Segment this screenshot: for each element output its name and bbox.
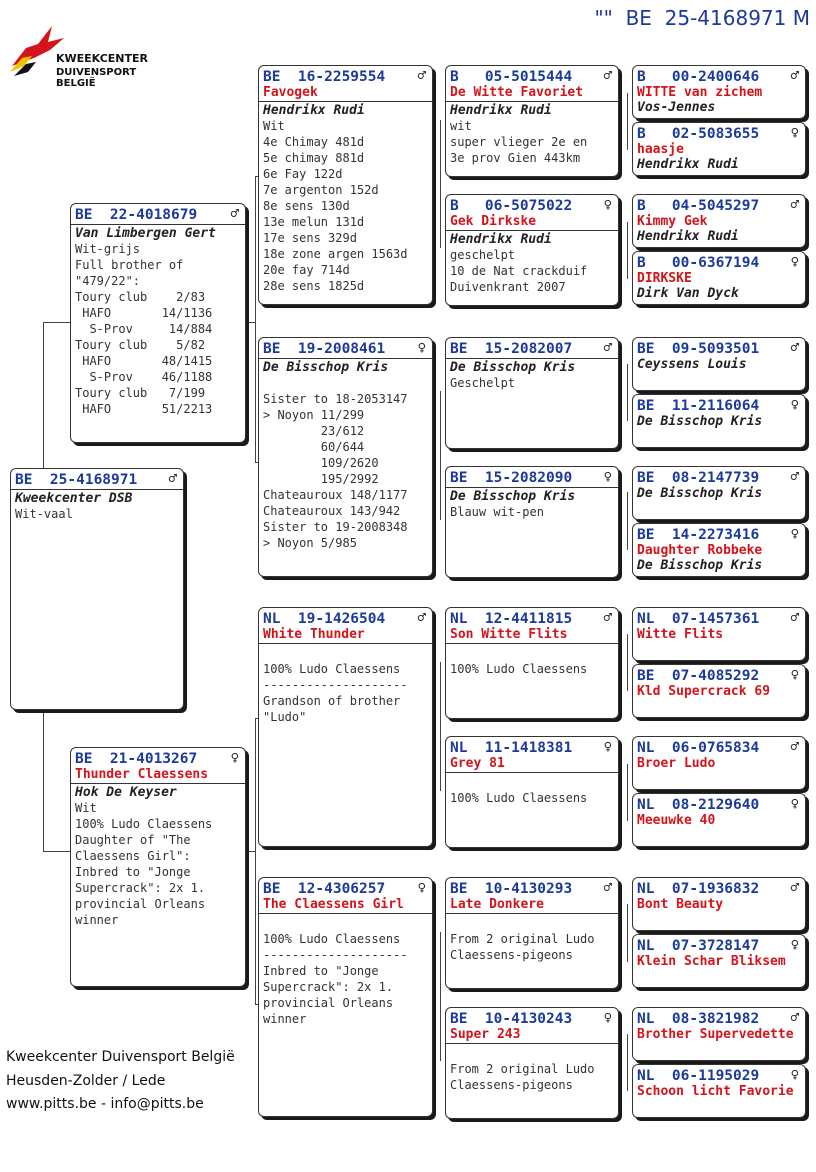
ring-number: NL 12-4411815 <box>450 611 573 627</box>
pigeon-name: Grey 81 <box>450 756 505 771</box>
ring-number: NL 19-1426504 <box>263 611 386 627</box>
pigeon-name: Daughter Robbeke <box>637 543 763 558</box>
ring-number: NL 08-2129640 <box>637 797 760 813</box>
owner-name: Dirk Van Dyck <box>637 286 739 301</box>
male-icon: ♂ <box>603 880 612 896</box>
logo <box>8 18 178 89</box>
owner-name: De Bisschop Kris <box>263 360 389 375</box>
pigeon-card-g9[interactable] <box>632 607 806 661</box>
ring-number: BE 10-4130243 <box>450 1011 573 1027</box>
ring-number: BE 15-2082007 <box>450 341 573 357</box>
pigeon-name: Gek Dirkske <box>450 214 537 229</box>
pigeon-name: Thunder Claessens <box>75 767 209 782</box>
pigeon-name: Son Witte Flits <box>450 627 568 642</box>
pigeon-card-g6[interactable] <box>632 394 806 448</box>
pigeon-info: Wit-vaal <box>15 507 73 521</box>
female-icon: ♀ <box>230 750 239 766</box>
pigeon-info: Sister to 18-2053147 > Noyon 11/299 23/612 60/644 109/2620 195/2992 Chateauroux 148/1177 Chateauroux 143/942 Sister to 19-2008348 > Noyon 5/985 <box>263 392 408 550</box>
pigeon-name: De Witte Favoriet <box>450 85 584 100</box>
connector-line <box>627 1034 628 1091</box>
female-icon: ♀ <box>603 1010 612 1026</box>
male-icon: ♂ <box>603 610 612 626</box>
ring-number: B 02-5083655 <box>637 126 760 142</box>
ring-number: B 05-5015444 <box>450 69 573 85</box>
owner-name: Hendrikx Rudi <box>263 103 365 118</box>
ring-number: BE 08-2147739 <box>637 470 760 486</box>
ring-number: NL 07-3728147 <box>637 938 760 954</box>
owner-name: De Bisschop Kris <box>637 558 763 573</box>
footer-contact-link[interactable]: www.pitts.be - info@pitts.be <box>6 1096 204 1112</box>
female-icon: ♀ <box>603 739 612 755</box>
ring-number: BE 16-2259554 <box>263 69 386 85</box>
connector-line <box>43 322 70 323</box>
connector-line <box>627 764 628 821</box>
pigeon-name: Kld Supercrack 69 <box>637 684 771 699</box>
pigeon-card-dss[interactable] <box>445 607 619 719</box>
owner-name: Hendrikx Rudi <box>450 232 552 247</box>
ring-number: BE 14-2273416 <box>637 527 760 543</box>
male-icon: ♂ <box>603 340 612 356</box>
pigeon-info: Geschelpt <box>450 376 516 390</box>
pigeon-card-g7[interactable] <box>632 466 806 520</box>
ring-number: NL 07-1457361 <box>637 611 760 627</box>
ring-number: BE 09-5093501 <box>637 341 760 357</box>
ring-number: B 00-6367194 <box>637 255 760 271</box>
female-icon: ♀ <box>417 880 426 896</box>
ring-number: NL 06-0765834 <box>637 740 760 756</box>
ring-number: BE 15-2082090 <box>450 470 573 486</box>
connector-line <box>246 851 256 852</box>
pigeon-name: Favogek <box>263 85 318 100</box>
female-icon: ♀ <box>790 125 799 141</box>
pigeon-card-g14[interactable] <box>632 934 806 988</box>
pigeon-name: Kimmy Gek <box>637 214 708 229</box>
owner-name: Hendrikx Rudi <box>450 103 552 118</box>
connector-line <box>440 120 441 248</box>
connector-line <box>440 662 441 791</box>
female-icon: ♀ <box>603 469 612 485</box>
pigeon-info: Wit 4e Chimay 481d 5e chimay 881d 6e Fay 122d 7e argenton 152d 8e sens 130d 13e melun 131d 17e sens 329d 18e zone argen 1563d 20e fay 714d 28e sens 1825d <box>263 119 408 293</box>
pigeon-name: The Claessens Girl <box>263 897 404 912</box>
pigeon-info: From 2 original Ludo Claessens-pigeons <box>450 932 595 962</box>
connector-line <box>627 93 628 150</box>
female-icon: ♀ <box>790 937 799 953</box>
owner-name: Kweekcenter DSB <box>15 491 133 506</box>
male-icon: ♂ <box>790 880 799 896</box>
pigeon-card-sire-dam[interactable] <box>258 337 433 577</box>
pigeon-card-subject[interactable] <box>10 468 184 710</box>
pigeon-card-g11[interactable] <box>632 736 806 790</box>
pigeon-name: White Thunder <box>263 627 365 642</box>
pigeon-name: DIRKSKE <box>637 271 692 286</box>
male-icon: ♂ <box>790 340 799 356</box>
pigeon-name: Bont Beauty <box>637 897 724 912</box>
ring-number: B 04-5045297 <box>637 198 760 214</box>
owner-name: Van Limbergen Gert <box>75 226 216 241</box>
ring-number: BE 22-4018679 <box>75 207 198 223</box>
female-icon: ♀ <box>790 397 799 413</box>
ring-number: BE 25-4168971 <box>15 472 138 488</box>
pigeon-card-sds[interactable] <box>445 337 619 449</box>
pigeon-name: haasje <box>637 142 684 157</box>
owner-name: De Bisschop Kris <box>450 489 576 504</box>
pigeon-card-g12[interactable] <box>632 793 806 847</box>
connector-line <box>43 851 70 852</box>
pigeon-name: Klein Schar Bliksem <box>637 954 786 969</box>
ring-number: BE 11-2116064 <box>637 398 760 414</box>
footer-location: Heusden-Zolder / Lede <box>6 1073 166 1089</box>
pigeon-info: wit super vlieger 2e en 3e prov Gien 443km <box>450 119 588 165</box>
ring-number: B 06-5075022 <box>450 198 573 214</box>
ring-number: B 00-2400646 <box>637 69 760 85</box>
pigeon-name: Brother Supervedette <box>637 1027 794 1042</box>
pigeon-info: geschelpt 10 de Nat crackduif Duivenkrant 2007 <box>450 248 588 294</box>
owner-name: Ceyssens Louis <box>637 357 747 372</box>
pigeon-name: Schoon licht Favorie <box>637 1084 794 1099</box>
ring-number: BE 12-4306257 <box>263 881 386 897</box>
pigeon-info: Wit 100% Ludo Claessens Daughter of "The Claessens Girl": Inbred to "Jonge Supercrack": 2x 1. provincial Orleans winner <box>75 801 213 927</box>
page-title: "" BE 25-4168971 M <box>594 6 810 30</box>
male-icon: ♂ <box>790 469 799 485</box>
connector-line <box>627 364 628 421</box>
logo-text-line2: DUIVENSPORT BELGIË <box>56 67 137 89</box>
pigeon-card-sdd[interactable] <box>445 466 619 578</box>
owner-name: De Bisschop Kris <box>637 486 763 501</box>
male-icon: ♂ <box>417 610 426 626</box>
pigeon-card-g16[interactable] <box>632 1064 806 1118</box>
pigeon-card-g15[interactable] <box>632 1007 806 1061</box>
pigeon-card-dam-sire[interactable] <box>258 607 433 847</box>
pigeon-name: WITTE van zichem <box>637 85 763 100</box>
pigeon-card-sire-sire[interactable] <box>258 65 433 305</box>
owner-name: Hok De Keyser <box>75 785 177 800</box>
male-icon: ♂ <box>790 739 799 755</box>
ring-number: NL 08-3821982 <box>637 1011 760 1027</box>
pigeon-name: Meeuwke 40 <box>637 813 716 828</box>
male-icon: ♂ <box>790 610 799 626</box>
pigeon-info: 100% Ludo Claessens -------------------- Grandson of brother "Ludo" <box>263 662 408 724</box>
pigeon-name: Late Donkere <box>450 897 544 912</box>
female-icon: ♀ <box>790 667 799 683</box>
male-icon: ♂ <box>230 206 239 222</box>
male-icon: ♂ <box>168 471 177 487</box>
pigeon-card-dam[interactable] <box>70 747 246 987</box>
ring-number: NL 07-1936832 <box>637 881 760 897</box>
connector-line <box>255 718 256 1004</box>
female-icon: ♀ <box>603 197 612 213</box>
ring-number: NL 11-1418381 <box>450 740 573 756</box>
pigeon-name: Broer Ludo <box>637 756 716 771</box>
ring-number: BE 07-4085292 <box>637 668 760 684</box>
pigeon-card-dam-dam[interactable] <box>258 877 433 1117</box>
pigeon-card-g2[interactable] <box>632 122 806 176</box>
pigeon-card-g13[interactable] <box>632 877 806 931</box>
pigeon-card-g1[interactable] <box>632 65 806 119</box>
ring-number: BE 10-4130293 <box>450 881 573 897</box>
connector-line <box>255 176 256 462</box>
logo-text-line1: KWEEKCENTER <box>56 52 148 65</box>
pigeon-card-g3[interactable] <box>632 194 806 248</box>
female-icon: ♀ <box>790 796 799 812</box>
pigeon-info: 100% Ludo Claessens <box>450 791 588 805</box>
pigeon-card-ssd[interactable] <box>445 194 619 306</box>
male-icon: ♂ <box>790 1010 799 1026</box>
pigeon-info: Wit-grijs Full brother of "479/22": Toury club 2/83 HAFO 14/1136 S-Prov 14/884 Toury club 5/82 HAFO 48/1415 S-Prov 46/1188 Toury club 7/199 HAFO 51/2213 <box>75 242 213 416</box>
connector-line <box>246 322 256 323</box>
female-icon: ♀ <box>790 254 799 270</box>
male-icon: ♂ <box>790 68 799 84</box>
pigeon-info: 100% Ludo Claessens <box>450 662 588 676</box>
male-icon: ♂ <box>603 68 612 84</box>
owner-name: Hendrikx Rudi <box>637 157 739 172</box>
connector-line <box>440 932 441 1061</box>
ring-number: BE 19-2008461 <box>263 341 386 357</box>
female-icon: ♀ <box>790 526 799 542</box>
footer-company: Kweekcenter Duivensport België <box>6 1049 235 1065</box>
connector-line <box>627 904 628 962</box>
male-icon: ♂ <box>417 68 426 84</box>
owner-name: De Bisschop Kris <box>450 360 576 375</box>
pigeon-name: Super 243 <box>450 1027 521 1042</box>
pigeon-card-sss[interactable] <box>445 65 619 177</box>
female-icon: ♀ <box>417 340 426 356</box>
pigeon-info: 100% Ludo Claessens -------------------- Inbred to "Jonge Supercrack": 2x 1. provincial Orleans winner <box>263 932 408 1026</box>
pigeon-card-g4[interactable] <box>632 251 806 305</box>
pigeon-card-dsd[interactable] <box>445 736 619 848</box>
owner-name: Hendrikx Rudi <box>637 229 739 244</box>
pigeon-card-ddd[interactable] <box>445 1007 619 1119</box>
female-icon: ♀ <box>790 1067 799 1083</box>
ring-number: BE 21-4013267 <box>75 751 198 767</box>
connector-line <box>627 222 628 279</box>
connector-line <box>627 634 628 691</box>
pigeon-card-dds[interactable] <box>445 877 619 989</box>
pigeon-card-sire[interactable] <box>70 203 246 443</box>
pigeon-card-g10[interactable] <box>632 664 806 718</box>
pigeon-card-g5[interactable] <box>632 337 806 391</box>
pigeon-info: From 2 original Ludo Claessens-pigeons <box>450 1062 595 1092</box>
ring-number: NL 06-1195029 <box>637 1068 760 1084</box>
pigeon-card-g8[interactable] <box>632 523 806 577</box>
male-icon: ♂ <box>790 197 799 213</box>
pigeon-info: Blauw wit-pen <box>450 505 544 519</box>
pigeon-name: Witte Flits <box>637 627 724 642</box>
connector-line <box>627 492 628 550</box>
owner-name: De Bisschop Kris <box>637 414 763 429</box>
connector-line <box>440 391 441 520</box>
owner-name: Vos-Jennes <box>637 100 716 115</box>
